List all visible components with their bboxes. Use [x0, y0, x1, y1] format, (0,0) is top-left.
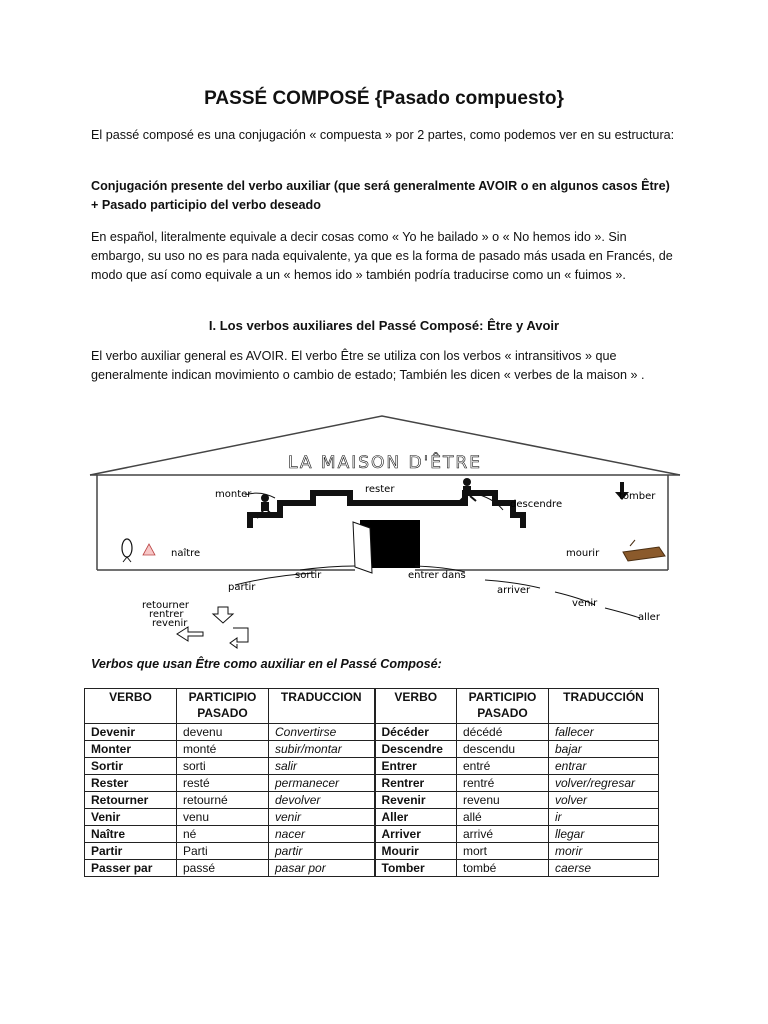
- label-arriver: arriver: [497, 585, 531, 596]
- table-row: [85, 860, 659, 877]
- translation-cell: pasar por: [269, 860, 375, 877]
- table-row: [85, 724, 659, 741]
- page-title: PASSÉ COMPOSÉ {Pasado compuesto}: [204, 88, 564, 109]
- translation-cell: morir: [549, 843, 659, 860]
- table-caption: Verbos que usan Être como auxiliar en el Passé Composé:: [91, 657, 442, 671]
- label-rester: rester: [365, 484, 395, 495]
- translation-cell: bajar: [549, 741, 659, 758]
- translation-cell: Convertirse: [269, 724, 375, 741]
- aller-arrow-icon: [605, 608, 640, 618]
- verb-cell: Monter: [85, 741, 177, 758]
- participle-cell: revenu: [457, 792, 549, 809]
- header-participio: PARTICIPIO PASADO: [177, 689, 269, 724]
- participle-cell: décédé: [457, 724, 549, 741]
- label-mourir: mourir: [566, 548, 600, 559]
- translation-cell: caerse: [549, 860, 659, 877]
- label-tomber: tomber: [619, 491, 656, 502]
- participle-cell: rentré: [457, 775, 549, 792]
- maison-etre-illustration: [85, 410, 685, 655]
- label-venir: venir: [572, 598, 598, 609]
- participle-cell: tombé: [457, 860, 549, 877]
- participle-cell: monté: [177, 741, 269, 758]
- return-arrow-curved-icon: [230, 628, 248, 648]
- participle-cell: né: [177, 826, 269, 843]
- open-door: [353, 522, 372, 573]
- participle-cell: allé: [457, 809, 549, 826]
- translation-cell: fallecer: [549, 724, 659, 741]
- translation-cell: volver/regresar: [549, 775, 659, 792]
- coffin-icon: [623, 540, 665, 561]
- header-verbo: VERBO: [85, 689, 177, 724]
- section-heading: I. Los verbos auxiliares del Passé Composé: Être y Avoir: [208, 318, 560, 333]
- table-row: [85, 843, 659, 860]
- verb-cell: Décéder: [375, 724, 457, 741]
- label-partir: partir: [228, 582, 256, 593]
- verb-cell: Mourir: [375, 843, 457, 860]
- verb-cell: Passer par: [85, 860, 177, 877]
- translation-cell: nacer: [269, 826, 375, 843]
- participle-cell: passé: [177, 860, 269, 877]
- table-row: [85, 826, 659, 843]
- translation-cell: ir: [549, 809, 659, 826]
- label-sortir: sortir: [295, 570, 322, 581]
- return-arrow-left-icon: [177, 627, 203, 641]
- translation-cell: venir: [269, 809, 375, 826]
- verb-cell: Devenir: [85, 724, 177, 741]
- table-row: [85, 775, 659, 792]
- translation-cell: salir: [269, 758, 375, 775]
- table-row: [85, 741, 659, 758]
- down-arrow-icon: [213, 607, 233, 623]
- auxiliary-paragraph: El verbo auxiliar general es AVOIR. El verbo Être se utiliza con los verbos « intransitivos » que generalmente indican movimiento o cambio de estado; También les dicen « verbes de la maison » .: [91, 349, 645, 382]
- intro-paragraph: El passé composé es una conjugación « compuesta » por 2 partes, como podemos ver en su estructura:: [91, 128, 675, 142]
- verb-cell: Naître: [85, 826, 177, 843]
- translation-cell: devolver: [269, 792, 375, 809]
- translation-cell: entrar: [549, 758, 659, 775]
- maison-heading: LA MAISON D'ÊTRE: [288, 453, 482, 473]
- birth-stork-icon: [122, 539, 155, 562]
- participle-cell: venu: [177, 809, 269, 826]
- participle-cell: Parti: [177, 843, 269, 860]
- translation-cell: permanecer: [269, 775, 375, 792]
- participle-cell: arrivé: [457, 826, 549, 843]
- verb-cell: Aller: [375, 809, 457, 826]
- participle-cell: sorti: [177, 758, 269, 775]
- verb-cell: Arriver: [375, 826, 457, 843]
- translation-cell: partir: [269, 843, 375, 860]
- header-verbo-2: VERBO: [375, 689, 457, 724]
- header-traduccion: TRADUCCION: [269, 689, 375, 724]
- participle-cell: retourné: [177, 792, 269, 809]
- structure-line-2: + Pasado participio del verbo deseado: [91, 198, 321, 212]
- etre-verbs-table: [84, 688, 659, 877]
- verb-cell: Rester: [85, 775, 177, 792]
- verb-cell: Sortir: [85, 758, 177, 775]
- verb-cell: Rentrer: [375, 775, 457, 792]
- structure-line-1: Conjugación presente del verbo auxiliar (que será generalmente AVOIR o en algunos casos Être): [91, 179, 670, 193]
- participle-cell: mort: [457, 843, 549, 860]
- verb-cell: Venir: [85, 809, 177, 826]
- verb-cell: Retourner: [85, 792, 177, 809]
- header-traduccion-2: TRADUCCIÓN: [549, 689, 659, 724]
- translation-cell: llegar: [549, 826, 659, 843]
- label-monter: monter: [215, 489, 252, 500]
- table-header-row: [85, 689, 659, 724]
- translation-cell: volver: [549, 792, 659, 809]
- verb-cell: Descendre: [375, 741, 457, 758]
- participle-cell: devenu: [177, 724, 269, 741]
- label-revenir: revenir: [152, 618, 188, 629]
- label-rentrer: rentrer: [149, 609, 184, 620]
- label-entrer: entrer dans: [408, 570, 466, 581]
- verb-cell: Revenir: [375, 792, 457, 809]
- participle-cell: resté: [177, 775, 269, 792]
- table-row: [85, 758, 659, 775]
- participle-cell: descendu: [457, 741, 549, 758]
- label-naitre: naître: [171, 548, 201, 559]
- table-row: [85, 792, 659, 809]
- header-participio-2: PARTICIPIO PASADO: [457, 689, 549, 724]
- verb-cell: Partir: [85, 843, 177, 860]
- participle-cell: entré: [457, 758, 549, 775]
- label-aller: aller: [638, 612, 660, 623]
- verb-cell: Tomber: [375, 860, 457, 877]
- translation-cell: subir/montar: [269, 741, 375, 758]
- label-retourner: retourner: [142, 600, 189, 611]
- table-row: [85, 809, 659, 826]
- label-descendre: descendre: [510, 499, 563, 510]
- verb-cell: Entrer: [375, 758, 457, 775]
- equivalence-paragraph: En español, literalmente equivale a decir cosas como « Yo he bailado » o « No hemos ido ». Sin embargo, su uso no es para nada equivalente, ya que es la forma de pasado más usada en Francés, de modo que así como equivale a un « hemos ido » también podría traducirse como un « fuimos ».: [91, 230, 673, 282]
